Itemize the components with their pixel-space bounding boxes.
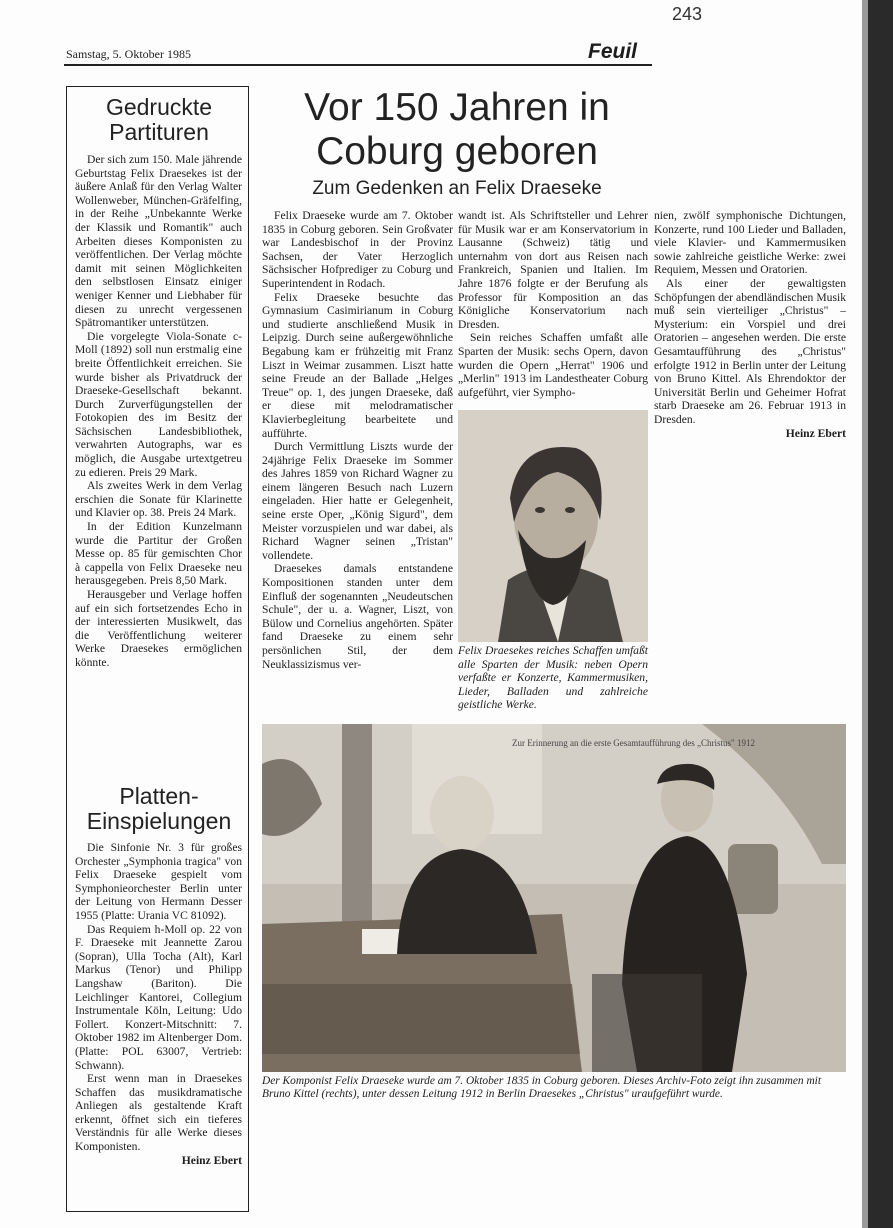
article-headline: Vor 150 Jahren in Coburg geboren bbox=[304, 86, 610, 173]
issue-date: Samstag, 5. Oktober 1985 bbox=[66, 47, 191, 61]
portrait-photo bbox=[458, 410, 648, 642]
sidebar-text-partituren bbox=[75, 153, 242, 670]
article-signature: Heinz Ebert bbox=[785, 426, 846, 440]
paragraph: Felix Draeseke wurde am 7. Oktober 1835 in Coburg geboren. Sein Großvater war Landesbischof in der Provinz Sachsen, der Vater Herzoglich Sächsischer Hofprediger zu Coburg und Superintendent in Rodach. bbox=[262, 209, 453, 290]
page-number: 243 bbox=[672, 4, 703, 24]
sidebar-heading-platten: Platten-Einspielungen bbox=[86, 783, 232, 834]
sidebar-signature: Heinz Ebert bbox=[181, 1153, 242, 1167]
paragraph: Das Requiem h-Moll op. 22 von F. Draeseke mit Jeannette Zarou (Sopran), Ulla Tocha (Alt), Karl Markus (Tenor) und Philipp Langshaw (Bariton). Die Leichlinger Kantorei, Collegium Instrumentale Köln, Leitung: Udo Follert. Konzert-Mitschnitt: 7. Oktober 1982 im Altenberger Dom. (Platte: POL 63007, Vertrieb: Schwann). bbox=[75, 922, 242, 1072]
article-column-1 bbox=[262, 209, 453, 671]
paragraph: Die vorgelegte Viola-Sonate c-Moll (1892) soll nun erstmalig eine breite Öffentlichkeit erreichen. Sie wurde bisher als Privatdruck der Draeseke-Gesellschaft bekannt. Durch Zurverfügungstellen der Fotokopien des im Besitz der Sächsischen Landesbibliothek, verwahrten Autographs, war es möglich, die Ausgabe urtextgetreu zu edieren. Preis 29 Mark. bbox=[75, 329, 242, 479]
archive-photo bbox=[262, 724, 846, 1072]
page-edge bbox=[868, 0, 893, 1228]
paragraph: Die Sinfonie Nr. 3 für großes Orchester „Symphonia tragica" von Felix Draeseke gespielt vom Symphonieorchester Berlin unter der Leitung von Hermann Desser 1955 (Platte: Urania VC 81092). bbox=[75, 841, 242, 922]
sidebar-text-platten bbox=[75, 841, 242, 1167]
portrait-illustration bbox=[458, 410, 648, 642]
paragraph: Erst wenn man in Draesekes Schaffen das musikdramatische Anliegen als gestaltende Kraft erkennt, öffnet sich ein tieferes Verständnis für alle Werke dieses Komponisten. bbox=[75, 1072, 242, 1154]
archive-photo-illustration bbox=[262, 724, 846, 1072]
paragraph: Sein reiches Schaffen umfaßt alle Sparten der Musik: sechs Opern, davon wurden die Opern „Herrat" 1906 und „Merlin" 1913 im Landestheater Coburg aufgeführt, vier Sympho- bbox=[458, 331, 648, 399]
archive-photo-banner: Zur Erinnerung an die erste Gesamtaufführung des „Christus" 1912 bbox=[512, 738, 755, 748]
sidebar-heading-partituren: Gedruckte Partituren bbox=[105, 94, 213, 145]
portrait-caption: Felix Draesekes reiches Schaffen umfaßt alle Sparten der Musik: neben Opern verfaßte er Konzerte, Kammermusiken, Lieder, Balladen und zahlreiche geistliche Werke. bbox=[458, 644, 648, 712]
article-column-3 bbox=[654, 209, 846, 440]
article-subheadline: Zum Gedenken an Felix Draeseke bbox=[312, 178, 602, 199]
archive-photo-caption: Der Komponist Felix Draeseke wurde am 7. Oktober 1835 in Coburg geboren. Dieses Archiv-Foto zeigt ihn zusammen mit Bruno Kittel (rechts), unter dessen Leitung 1912 in Berlin Draesekes „Christus" uraufgeführt wurde. bbox=[262, 1075, 822, 1101]
paragraph: Als einer der gewaltigsten Schöpfungen der abendländischen Musik muß sein vierteiliger „Christus" – Mysterium: ein Vorspiel und drei Oratorien – angesehen werden. Die erste Gesamtaufführung des „Christus" erfolgte 1912 in Berlin unter der Leitung von Bruno Kittel. Als Ehrendoktor der Universität Berlin und Geheimer Hofrat starb Draeseke am 26. Februar 1913 in Dresden. bbox=[654, 276, 846, 426]
paragraph: Durch Vermittlung Liszts wurde der 24jährige Felix Draeseke im Sommer des Jahres 1859 von Richard Wagner zu einem längeren Besuch nach Luzern eingeladen. Hier hatte er Gelegenheit, seine erste Oper, „König Sigurd", dem Meister vorzuspielen und war dabei, als Richard Wagner seinen „Tristan" vollendete. bbox=[262, 440, 453, 562]
paragraph: Herausgeber und Verlage hoffen auf ein sich fortsetzendes Echo in der interessierten Musikwelt, das die Veröffentlichung weiterer Werke Draesekes ermöglichen könnte. bbox=[75, 588, 242, 669]
paragraph: Als zweites Werk in dem Verlag erschien die Sonate für Klarinette und Klavier op. 38. Preis 24 Mark. bbox=[75, 479, 242, 520]
paragraph: Draesekes damals entstandene Kompositionen standen unter dem Einfluß der sogenannten „Neudeutschen Schule", der u. a. Wagner, Liszt, von Bülow und Cornelius angehörten. Später fand Draeseke zu einem sehr persönlichen Stil, der dem Neuklassizismus ver- bbox=[262, 562, 453, 671]
article-column-2 bbox=[458, 209, 648, 399]
paragraph: In der Edition Kunzelmann wurde die Partitur der Großen Messe op. 85 für gemischten Chor à cappella von Felix Draeseke neu herausgegeben. Preis 8,50 Mark. bbox=[75, 520, 242, 588]
paragraph: nien, zwölf symphonische Dichtungen, Konzerte, rund 100 Lieder und Balladen, viele Klavier- und Kammermusiken sowie zahlreiche geistliche Werke: zwei Requiem, Messen und Oratorien. bbox=[654, 209, 846, 277]
section-title: Feuil bbox=[588, 40, 638, 63]
paragraph: wandt ist. Als Schriftsteller und Lehrer für Musik war er am Konservatorium in Lausanne (Schweiz) tätig und unternahm von dort aus Reisen nach Frankreich, Spanien und Italien. Im Jahre 1876 folgte er der Berufung als Professor für Komposition an das Königliche Konservatorium nach Dresden. bbox=[458, 209, 648, 331]
header-rule bbox=[64, 64, 652, 66]
paragraph: Der sich zum 150. Male jährende Geburtstag Felix Draesekes ist der äußere Anlaß für den Verlag Walter Wollenweber, München-Gräfelfing, in der Reihe „Unbekannte Werke der Klassik und Romantik" auch Arbeiten dieses Komponisten zu veröffentlichen. Der Verlag möchte damit mit seinen Möglichkeiten den selbstlosen Einsatz einiger weniger Kenner und Liebhaber für diesen zu unrecht vergessenen Spätromantiker unterstützen. bbox=[75, 153, 242, 330]
paragraph: Felix Draeseke besuchte das Gymnasium Casimirianum in Coburg und studierte anschließend Musik in Leipzig. Durch seine außergewöhnliche Begabung kam er frühzeitig mit Franz Liszt in Weimar zusammen. Liszt hatte seine Freude an der Ballade „Helges Treue" op. 1, des jungen Draeseke, daß er diese mit melodramatischer Klavierbegleitung bearbeitete und aufführte. bbox=[262, 290, 453, 440]
